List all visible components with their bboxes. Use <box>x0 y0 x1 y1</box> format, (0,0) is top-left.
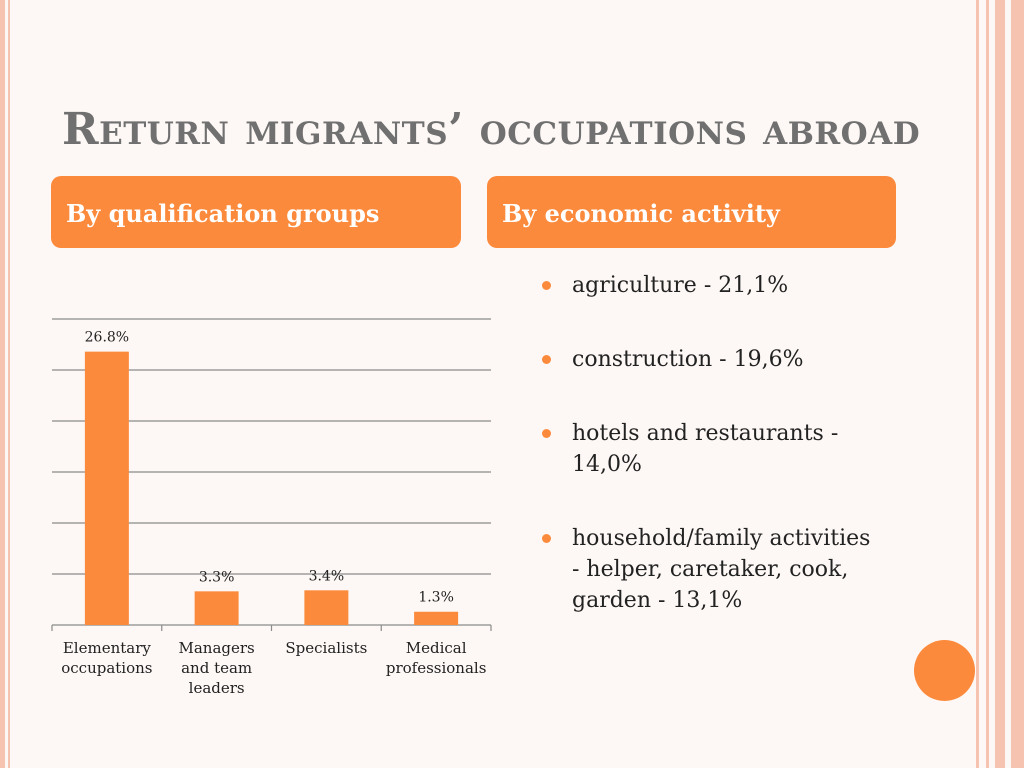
category-label: Medical <box>405 639 467 657</box>
bar <box>85 352 129 625</box>
bullet-text: hotels and restaurants - 14,0% <box>572 421 839 477</box>
data-label: 3.4% <box>308 568 345 585</box>
bullet-item-construction <box>542 344 872 375</box>
data-label: 26.8% <box>84 329 130 346</box>
right-frame-stripes <box>976 0 1024 768</box>
bullet-text: construction - 19,6% <box>572 347 804 372</box>
bullet-dot-icon <box>542 429 551 438</box>
bar <box>304 590 348 625</box>
bullet-dot-icon <box>542 281 551 290</box>
category-label: occupations <box>61 659 153 677</box>
data-label: 3.3% <box>198 569 235 586</box>
tab-qualification-groups: By qualification groups <box>51 176 461 248</box>
data-label: 1.3% <box>418 589 454 606</box>
bullet-item-agriculture <box>542 270 872 301</box>
category-label: Elementary <box>62 639 151 657</box>
bullet-item-household <box>542 523 872 616</box>
bar <box>195 591 239 625</box>
bullet-item-hotels-restaurants <box>542 418 872 480</box>
category-label: leaders <box>188 679 245 697</box>
bar <box>414 612 458 625</box>
bullet-text: agriculture - 21,1% <box>572 273 789 298</box>
bar-chart <box>0 0 520 720</box>
economic-activity-list <box>542 270 872 659</box>
slide-title: Return migrants’ occupations abroad <box>62 104 921 155</box>
category-label: Specialists <box>285 639 368 657</box>
category-label: and team <box>181 659 253 677</box>
bullet-text: household/family activities - helper, caretaker, cook, garden - 13,1% <box>572 526 871 613</box>
bullet-dot-icon <box>542 534 551 543</box>
decorative-circle <box>914 640 975 701</box>
bullet-dot-icon <box>542 355 551 364</box>
tab-economic-activity: By economic activity <box>487 176 896 248</box>
category-label: professionals <box>385 659 487 677</box>
category-label: Managers <box>178 639 255 657</box>
